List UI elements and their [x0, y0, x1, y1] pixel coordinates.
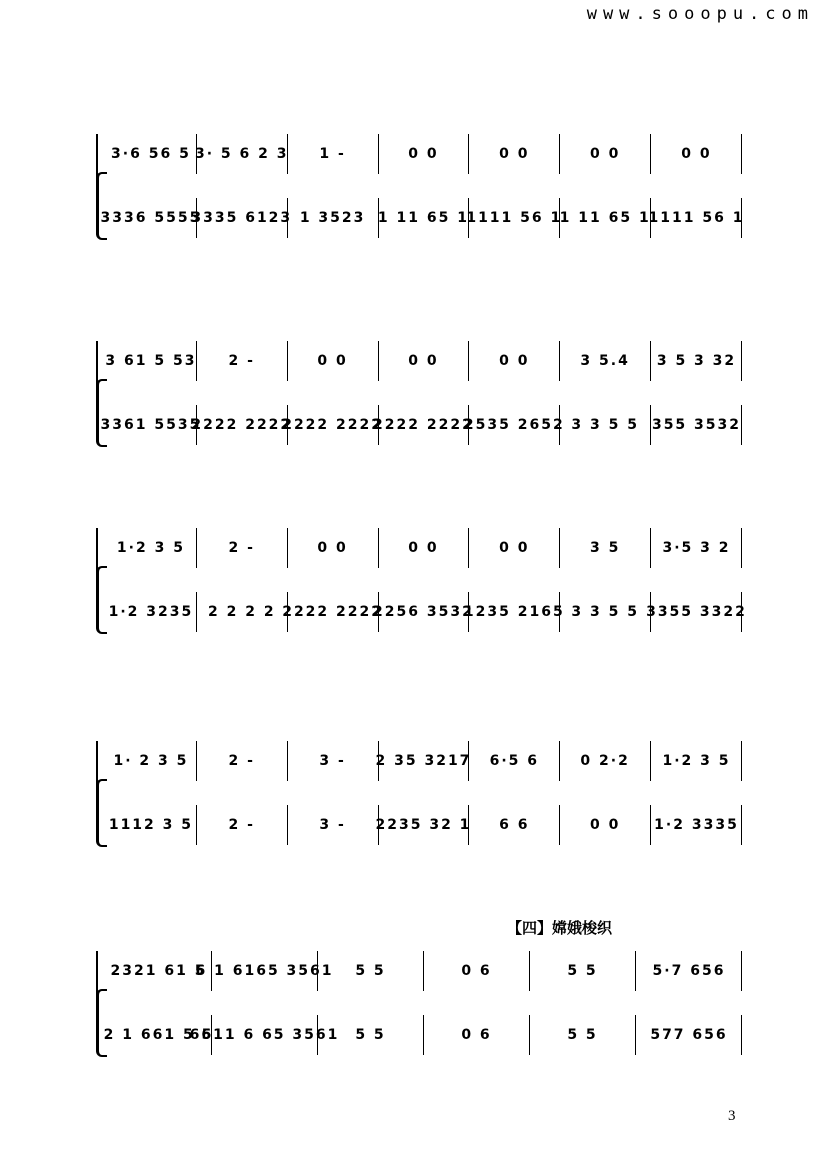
measure — [560, 405, 651, 445]
measure — [651, 741, 742, 781]
notation-text: 1235 2165 — [463, 604, 565, 620]
site-watermark: www.sooopu.com — [586, 4, 814, 24]
section-title: 【四】嫦娥梭织 — [507, 919, 613, 937]
notation-text: 0 0 — [499, 540, 530, 556]
barline — [741, 528, 742, 568]
measure — [197, 341, 288, 381]
measure — [288, 528, 379, 568]
notation-text: 1·2 3335 — [654, 817, 739, 833]
measure — [375, 805, 472, 845]
measure — [375, 741, 472, 781]
measure — [466, 198, 563, 238]
notation-text: 6 1 6165 3561 — [195, 963, 334, 979]
notation-text: 0 0 — [317, 353, 348, 369]
notation-text: 0 6 — [461, 963, 492, 979]
measure — [191, 405, 293, 445]
measure — [106, 592, 197, 632]
measure — [379, 341, 470, 381]
measure — [282, 405, 384, 445]
notation-text: 355 3532 — [651, 417, 742, 433]
measure — [288, 805, 379, 845]
notation-text: 1111 56 1 — [648, 210, 745, 226]
measure — [424, 1015, 530, 1055]
upper-staff — [106, 741, 742, 781]
measure — [651, 405, 742, 445]
notation-text: 3 - — [319, 817, 346, 833]
measure — [636, 1015, 742, 1055]
notation-text: 5·7 656 — [652, 963, 726, 979]
system-line — [96, 134, 98, 234]
notation-text: 577 656 — [650, 1027, 728, 1043]
barline — [741, 592, 742, 632]
notation-text: 5 5 — [355, 1027, 386, 1043]
notation-text: 0 0 — [408, 146, 439, 162]
notation-text: 2 - — [228, 353, 255, 369]
measure — [379, 198, 470, 238]
measure — [189, 1015, 340, 1055]
measure — [197, 592, 288, 632]
notation-text: 2222 2222 — [191, 417, 293, 433]
measure — [318, 1015, 424, 1055]
measure — [560, 741, 651, 781]
notation-text: 2321 61 5 — [110, 963, 207, 979]
score-system-3 — [96, 522, 747, 642]
measure — [469, 741, 560, 781]
measure — [560, 198, 651, 238]
notation-text: 3·6 56 5 — [111, 146, 191, 162]
measure — [373, 405, 474, 445]
notation-text: 0 0 — [589, 146, 621, 162]
lower-staff — [100, 198, 745, 238]
upper-staff — [106, 528, 742, 568]
barline — [741, 805, 742, 845]
measure — [651, 528, 742, 568]
measure — [560, 341, 651, 381]
notation-text: 2535 2652 — [463, 417, 565, 433]
measure — [651, 134, 742, 174]
notation-text: 1 - — [319, 146, 346, 162]
measure — [379, 134, 470, 174]
barline — [741, 741, 742, 781]
notation-text: 2222 2222 — [282, 604, 384, 620]
score-system-1 — [96, 128, 745, 248]
measure — [636, 951, 742, 991]
measure — [191, 198, 293, 238]
barline — [741, 134, 742, 174]
measure — [651, 805, 742, 845]
system-line — [96, 528, 98, 628]
notation-text: 2 2 2 2 — [207, 604, 276, 620]
notation-text: 1111 56 1 — [466, 210, 563, 226]
notation-text: 2256 3532 — [373, 604, 474, 620]
measure — [197, 741, 288, 781]
system-line — [96, 951, 98, 1051]
measure — [469, 134, 560, 174]
lower-staff — [106, 805, 742, 845]
measure — [424, 951, 530, 991]
measure — [100, 405, 202, 445]
barline — [741, 341, 742, 381]
notation-text: 3 5 — [589, 540, 621, 556]
notation-text: 2 - — [228, 540, 255, 556]
notation-text: 6·5 6 — [489, 753, 539, 769]
barline — [741, 951, 742, 991]
notation-text: 3 - — [319, 753, 346, 769]
notation-text: 2222 2222 — [282, 417, 384, 433]
notation-text: 2222 2222 — [373, 417, 474, 433]
notation-text: 0 6 — [461, 1027, 492, 1043]
notation-text: 1112 3 5 — [108, 817, 194, 833]
notation-text: 3355 3322 — [646, 604, 747, 620]
measure — [106, 341, 197, 381]
notation-text: 1· 2 3 5 — [113, 753, 189, 769]
notation-text: 2 - — [228, 753, 255, 769]
notation-text: 0 0 — [408, 540, 439, 556]
measure — [530, 951, 636, 991]
measure — [282, 592, 384, 632]
barline — [741, 198, 742, 238]
measure — [197, 134, 288, 174]
measure — [288, 341, 379, 381]
notation-text: 6611 6 65 3561 — [189, 1027, 340, 1043]
notation-text: 1·2 3 5 — [662, 753, 731, 769]
measure — [469, 341, 560, 381]
notation-text: 3· 5 6 2 3 — [195, 146, 289, 162]
measure — [530, 1015, 636, 1055]
system-line — [96, 341, 98, 441]
notation-text: 3335 6123 — [191, 210, 293, 226]
notation-text: 5 5 — [567, 1027, 598, 1043]
measure — [106, 805, 197, 845]
notation-text: 3 61 5 53 — [105, 353, 197, 369]
notation-text: 6 6 — [499, 817, 530, 833]
upper-staff — [106, 341, 742, 381]
notation-text: 1 11 65 1 — [377, 210, 469, 226]
page-number: 3 — [728, 1108, 736, 1124]
measure — [560, 592, 651, 632]
lower-staff — [100, 405, 742, 445]
measure — [195, 951, 334, 991]
lower-staff — [103, 1015, 742, 1055]
measure — [288, 741, 379, 781]
measure — [560, 528, 651, 568]
notation-text: 3 5.4 — [580, 353, 630, 369]
notation-text: 3 3 5 5 — [571, 417, 639, 433]
barline — [741, 405, 742, 445]
measure — [197, 805, 288, 845]
barline — [741, 1015, 742, 1055]
measure — [379, 528, 470, 568]
notation-text: 0 0 — [589, 817, 621, 833]
measure — [469, 528, 560, 568]
notation-text: 1 3523 — [299, 210, 366, 226]
notation-text: 0 0 — [408, 353, 439, 369]
notation-text: 2 35 3217 — [375, 753, 472, 769]
measure — [373, 592, 474, 632]
measure — [648, 198, 745, 238]
measure — [288, 134, 379, 174]
notation-text: 2235 32 1 — [375, 817, 472, 833]
notation-text: 1 11 65 1 — [559, 210, 651, 226]
system-line — [96, 741, 98, 841]
lower-staff — [106, 592, 747, 632]
notation-text: 0 0 — [499, 353, 530, 369]
measure — [106, 741, 197, 781]
measure — [197, 528, 288, 568]
measure — [463, 405, 565, 445]
notation-text: 5 5 — [567, 963, 598, 979]
notation-text: 0 2·2 — [580, 753, 630, 769]
measure — [560, 805, 651, 845]
notation-text: 3336 5555 — [100, 210, 202, 226]
notation-text: 1·2 3 5 — [116, 540, 185, 556]
notation-text: 2 1 661 5 5 — [103, 1027, 214, 1043]
score-system-4 — [96, 735, 742, 855]
notation-text: 3361 5535 — [100, 417, 202, 433]
measure — [106, 528, 197, 568]
score-system-2 — [96, 335, 742, 455]
notation-text: 0 0 — [499, 146, 530, 162]
measure — [318, 951, 424, 991]
notation-text: 5 5 — [355, 963, 386, 979]
notation-text: 3 5 3 32 — [656, 353, 737, 369]
measure — [100, 198, 202, 238]
notation-text: 0 0 — [681, 146, 712, 162]
measure — [560, 134, 651, 174]
notation-text: 3 3 5 5 — [571, 604, 639, 620]
measure — [106, 134, 197, 174]
measure — [463, 592, 565, 632]
upper-staff — [106, 951, 742, 991]
measure — [469, 805, 560, 845]
notation-text: 2 - — [228, 817, 255, 833]
notation-text: 3·5 3 2 — [662, 540, 731, 556]
measure — [288, 198, 379, 238]
notation-text: 1·2 3235 — [108, 604, 194, 620]
measure — [646, 592, 747, 632]
score-system-5 — [96, 945, 742, 1065]
measure — [651, 341, 742, 381]
notation-text: 0 0 — [317, 540, 348, 556]
upper-staff — [106, 134, 742, 174]
